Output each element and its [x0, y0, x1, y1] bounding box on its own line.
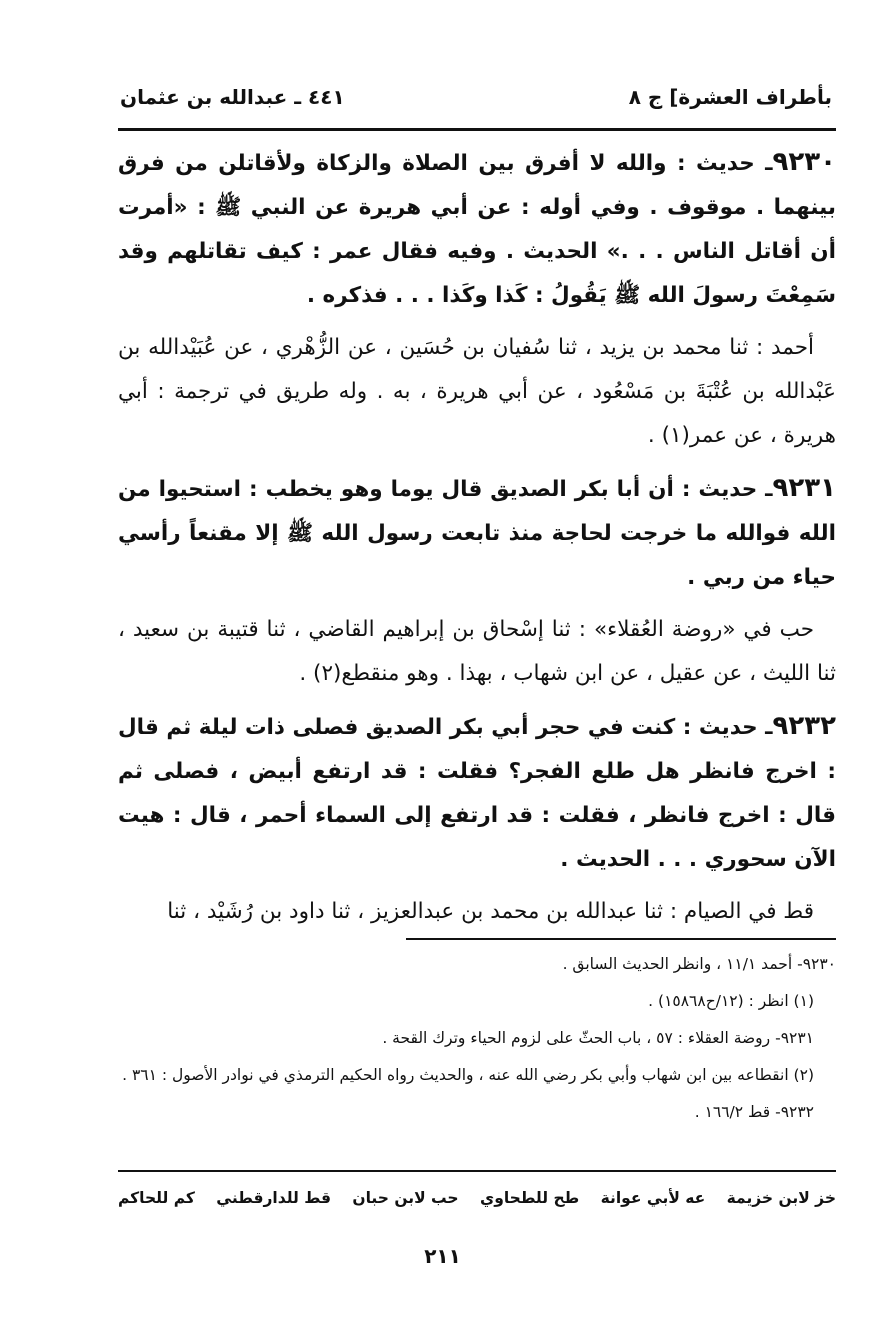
- hadith-9231: [118, 466, 836, 600]
- isnad-9231: حب في «روضة العُقلاء» : ثنا إسْحاق بن إبراهيم القاضي ، ثنا قتيبة بن سعيد ، ثنا الليث ، عن عقيل ، عن ابن شهاب ، بهذا . وهو منقطع(٢) .: [118, 617, 836, 686]
- hadith-text: ـ حديث : كنت في حجر أبي بكر الصديق فصلى ذات ليلة ثم قال : اخرج فانظر هل طلع الفجر؟ فقلت : قد ارتفع أبيض ، فصلى ثم قال : اخرج فانظر ، فقلت : قد ارتفع إلى السماء أحمر ، قال : هيت الآن سحوري . . . الحديث .: [118, 715, 836, 872]
- hadith-text: ـ حديث : والله لا أفرق بين الصلاة والزكاة ولأقاتلن من فرق بينهما . موقوف . وفي أوله : عن أبي هريرة عن النبي ﷺ : «أمرت أن أقاتل الناس . . .» الحديث . وفيه فقال عمر : كيف تقاتلهم وقد سَمِعْتَ رسولَ الله ﷺ يَقُولُ : كَذا وكَذا . . . فذكره .: [118, 151, 836, 308]
- abbreviations-key: [118, 1178, 836, 1218]
- hadith-text: ـ حديث : أن أبا بكر الصديق قال يوما وهو يخطب : استحيوا من الله فوالله ما خرجت لحاجة منذ تابعت رسول الله ﷺ إلا مقنعاً رأسي حياء من ربي .: [118, 477, 836, 590]
- footnote: (١) انظر : (١٢/ح١٥٨٦٨) .: [648, 992, 814, 1010]
- hadith-number: ٩٢٣٢: [772, 711, 836, 741]
- footnote: ٩٢٣٢- قط ١٦٦/٢ .: [694, 1103, 814, 1121]
- header-rule: [118, 128, 836, 131]
- page-number: ٢١١: [424, 1244, 461, 1268]
- abbreviations-rule: [118, 1170, 836, 1172]
- isnad-9232: قط في الصيام : ثنا عبدالله بن محمد بن عبدالعزيز ، ثنا داود بن رُشَيْد ، ثنا: [167, 899, 814, 924]
- hadith-9230: [118, 140, 836, 318]
- abbreviation: خز لابن خزيمة: [726, 1189, 836, 1207]
- running-header: [120, 82, 832, 112]
- header-chapter-title: ٤٤١ ـ عبدالله بن عثمان: [120, 85, 345, 109]
- abbreviation: كم للحاكم: [118, 1189, 195, 1207]
- hadith-number: ٩٢٣٠: [772, 147, 836, 177]
- abbreviation: حب لابن حبان: [352, 1189, 459, 1207]
- isnad-9230: أحمد : ثنا محمد بن يزيد ، ثنا سُفيان بن حُسَين ، عن الزُّهْري ، عن عُبَيْدالله بن عَبْدالله بن عُتْبَةَ بن مَسْعُود ، عن أبي هريرة ، به . وله طريق في ترجمة : أبي هريرة ، عن عمر(١) .: [118, 335, 836, 448]
- footnote: (٢) انقطاعه بين ابن شهاب وأبي بكر رضي الله عنه ، والحديث رواه الحكيم الترمذي في نوادر الأصول : ٣٦١ .: [122, 1066, 814, 1084]
- abbreviation: قط للدارقطني: [216, 1189, 331, 1207]
- footnote: ٩٢٣٠- أحمد ١١/١ ، وانظر الحديث السابق .: [562, 955, 836, 973]
- main-text: [118, 140, 836, 942]
- hadith-9232: [118, 704, 836, 882]
- footnotes: [118, 946, 836, 1131]
- footnote: ٩٢٣١- روضة العقلاء : ٥٧ ، باب الحثّ على لزوم الحياء وترك القحة .: [382, 1029, 814, 1047]
- hadith-number: ٩٢٣١: [772, 473, 836, 503]
- header-book-title: بأطراف العشرة] ج ٨: [628, 85, 832, 109]
- abbreviation: طح للطحاوي: [479, 1189, 580, 1207]
- abbreviation: عه لأبي عوانة: [600, 1189, 706, 1207]
- footnote-rule: [406, 938, 836, 940]
